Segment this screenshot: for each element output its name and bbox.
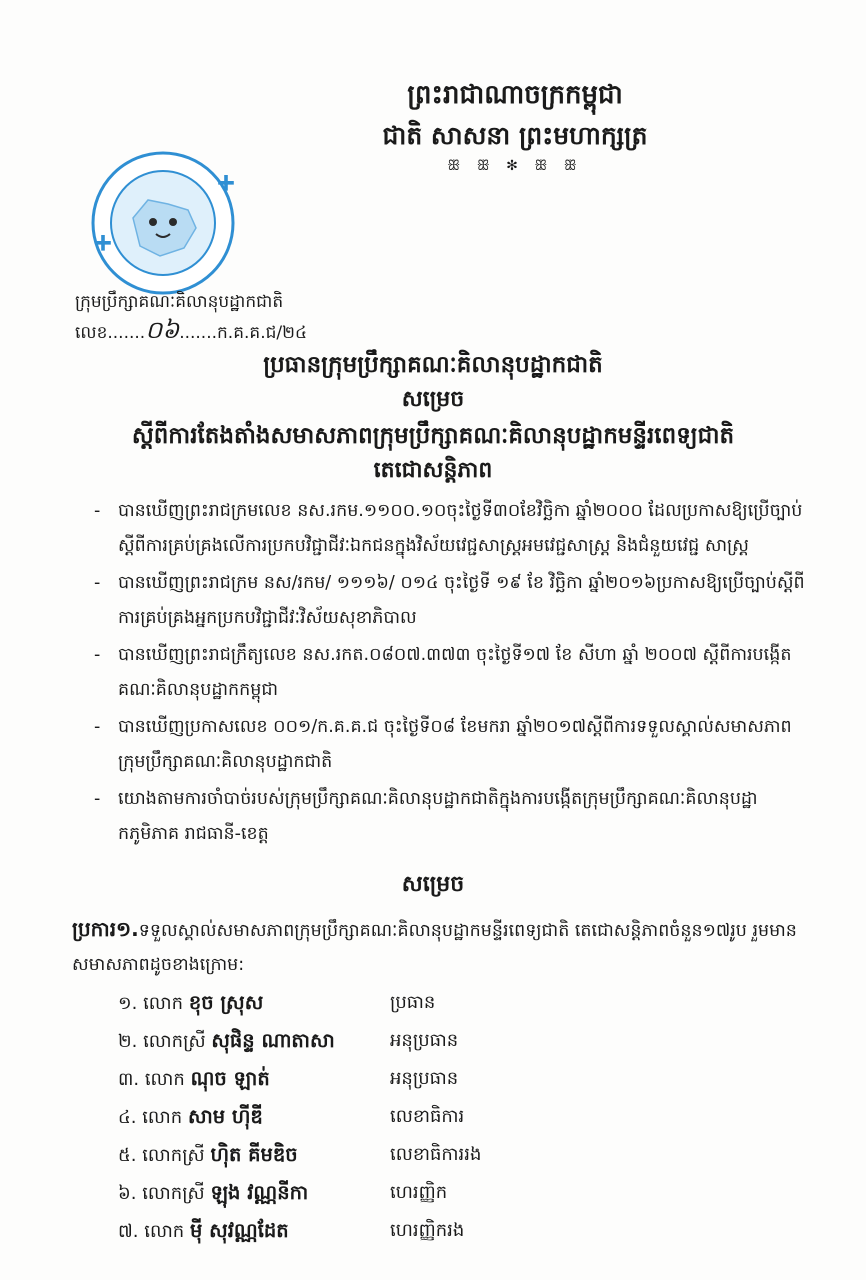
title-subject: ស្តីពីការតែងតាំងសមាសភាពក្រុមប្រឹក្សាគណៈគិលានុបដ្ឋាកមន្ទីរពេទ្យជាតិ bbox=[131, 423, 735, 449]
title-decision: សម្រេច bbox=[401, 387, 465, 412]
kingdom-name: ព្រះរាជាណាចក្រកម្ពុជា bbox=[407, 80, 623, 110]
ref-number: ០៦ bbox=[145, 316, 180, 344]
clause-item: - បានឃើញព្រះរាជក្រមលេខ នស.រកម.១១០០.១០ចុះថ្ងៃទី៣០ខែវិច្ឆិកា ឆ្នាំ២០០០ ដែលប្រកាសឱ្យប្រើច្បាប់ស្តីពីការគ្រប់គ្រងលើការប្រកបវិជ្ជាជីវៈឯកជនក្នុងវិស័យវេជ្ជសាស្ត្រអមវេជ្ជសាស្ត្រ និងជំនួយវេជ្ជ សាស្ត្រ bbox=[94, 501, 803, 556]
member-role: ប្រធាន bbox=[390, 992, 436, 1013]
clause-item: - យោងតាមការចាំបាច់របស់ក្រុមប្រឹក្សាគណៈគិលានុបដ្ឋាកជាតិក្នុងការបង្កើតក្រុមប្រឹក្សាគណៈគិលានុបដ្ឋាកភូមិភាគ រាជធានី-ខេត្ត bbox=[94, 789, 758, 844]
clause-item: - បានឃើញប្រកាសលេខ ០០១/ក.គ.គ.ជ ចុះថ្ងៃទី០៨ ខែមករា ឆ្នាំ២០១៧ស្តីពីការទទួលស្គាល់សមាសភាពក្រុមប្រឹក្សាគណៈគិលានុបដ្ឋាកជាតិ bbox=[94, 717, 792, 772]
national-motto: ជាតិ សាសនា ព្រះមហាក្សត្រ bbox=[382, 121, 648, 150]
member-role: លេខាធិការ bbox=[390, 1106, 465, 1127]
article-1 bbox=[72, 912, 812, 982]
decision-heading: សម្រេច bbox=[401, 872, 465, 897]
member-list bbox=[118, 986, 618, 1252]
clause-item: - បានឃើញព្រះរាជក្រម នស/រកម/ ១១១៦/ ០១៤ ចុះថ្ងៃទី ១៩ ខែ វិច្ឆិកា ឆ្នាំ២០១៦ប្រកាសឱ្យប្រើច្បាប់ស្តីពីការគ្រប់គ្រងអ្នកប្រកបវិជ្ជាជីវៈវិស័យសុខាភិបាល bbox=[94, 573, 805, 628]
article-lead: ប្រការ១. bbox=[72, 917, 139, 941]
member-row: ២. លោកស្រី សុផិន្ទ ណាតាសា អនុប្រធាន bbox=[118, 1024, 618, 1062]
ref-prefix: លេខ....... bbox=[75, 323, 146, 343]
member-row: ៧. លោក ម៉ី សុវណ្ណដែត ហេរញ្ញិករង bbox=[118, 1214, 618, 1252]
council-logo bbox=[88, 148, 238, 298]
ornament-divider: ꕥ ꕥ ✻ ꕥ ꕥ bbox=[447, 158, 583, 174]
title-hospital: តេជោសន្តិភាព bbox=[373, 458, 493, 483]
member-row: ៥. លោកស្រី ហ៊ិត គីមឌិច លេខាធិការរង bbox=[118, 1138, 618, 1176]
member-role: ហេរញ្ញិក bbox=[390, 1182, 448, 1203]
member-row: ៣. លោក ណុច ឡាត់ អនុប្រធាន bbox=[118, 1062, 618, 1100]
member-row: ៦. លោកស្រី ឡុង វណ្ណនីកា ហេរញ្ញិក bbox=[118, 1176, 618, 1214]
article-text: ទទួលស្គាល់សមាសភាពក្រុមប្រឹក្សាគណៈគិលានុបដ្ឋាកមន្ទីរពេទ្យជាតិ តេជោសន្តិភាពចំនួន១៧រូប រួមមានសមាសភាពដូចខាងក្រោម: bbox=[72, 921, 797, 975]
preamble-clauses bbox=[94, 494, 810, 854]
title-issuer: ប្រធានក្រុមប្រឹក្សាគណៈគិលានុបដ្ឋាកជាតិ bbox=[263, 352, 603, 378]
member-role: លេខាធិការរង bbox=[390, 1144, 482, 1165]
issuing-council: ក្រុមប្រឹក្សាគណៈគិលានុបដ្ឋាកជាតិ bbox=[75, 292, 284, 312]
member-role: អនុប្រធាន bbox=[390, 1030, 459, 1051]
clause-item: - បានឃើញព្រះរាជក្រឹត្យលេខ នស.រកត.០៨០៧.៣៧៣ ចុះថ្ងៃទី១៧ ខែ សីហា ឆ្នាំ ២០០៧ ស្តីពីការបង្កើត គណៈគិលានុបដ្ឋាកកម្ពុជា bbox=[94, 645, 792, 700]
member-row: ១. លោក ខុច ស្រុស ប្រធាន bbox=[118, 986, 618, 1024]
ref-suffix: .......ក.គ.គ.ជ/២៤ bbox=[179, 323, 308, 343]
kingdom-header bbox=[330, 78, 700, 176]
reference-number bbox=[75, 318, 307, 345]
member-role: អនុប្រធាន bbox=[390, 1068, 459, 1089]
member-row: ៤. លោក សាម ហ៊ីឌី លេខាធិការ bbox=[118, 1100, 618, 1138]
member-role: ហេរញ្ញិករង bbox=[390, 1220, 465, 1241]
